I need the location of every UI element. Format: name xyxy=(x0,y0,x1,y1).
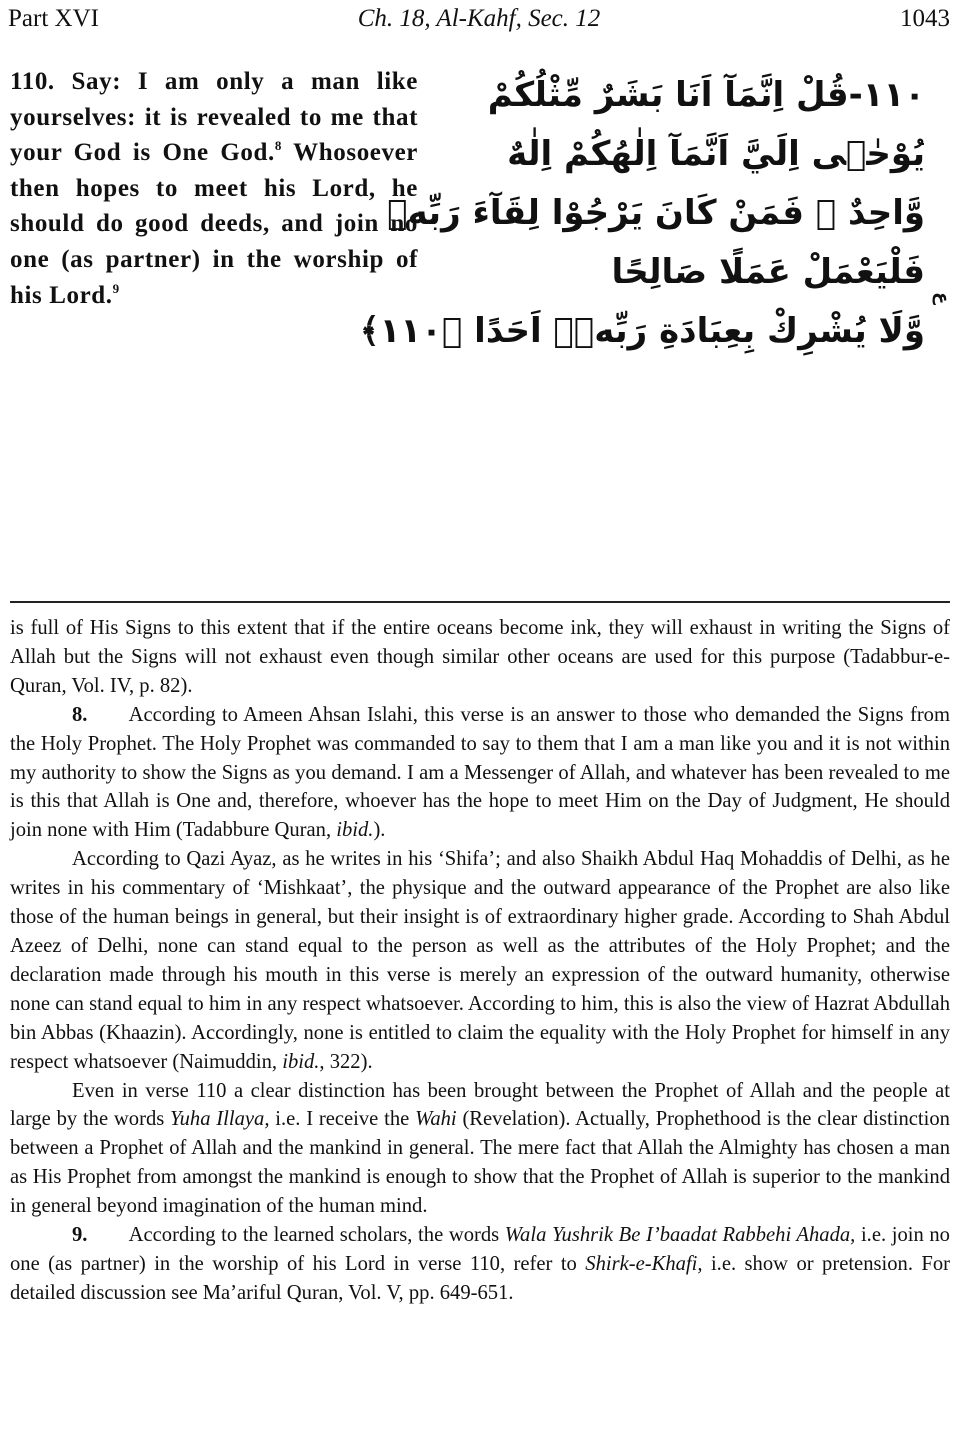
footnote-text: (Revelation). Actually, Prophethood is the clear distinction between a Prophet of Allah and the mankind in general. The mere fact that Allah the Almighty has chosen a man as His Prophet from amongst the mankind is enough to show that the Prophet of Allah is superior to the mankind in general beyond imagination of the human mind. xyxy=(10,1108,950,1218)
footnote-text: Shirk-e-Khafi, xyxy=(585,1252,703,1275)
footnote-text: i.e. I receive the xyxy=(269,1108,416,1131)
verse-text-part: 110. Say: I am only a man like yourselves: it is revealed to me that your God is One God. xyxy=(10,68,418,167)
footnote-text: According to Ameen Ahsan Islahi, this verse is an answer to those who demanded the Signs from the Holy Prophet. The Holy Prophet was commanded to say to them that I am a man like you and it is not within my authority to show the Signs as you demand. I am a Messenger of Allah, and whatever has been revealed to me is this that Allah is One and, therefore, whoever has the hope to meet Him on the Day of Judgment, He should join none with Him (Tadabbure Quran, xyxy=(10,703,950,842)
footnote-text: i.e. join no one (as partner) in the worship of his Lord in verse 110, refer to xyxy=(10,1224,950,1275)
verse-arabic xyxy=(359,66,925,361)
footnote-text: , 322). xyxy=(319,1050,373,1073)
footnote-text: Wala Yushrik Be I’baadat Rabbehi Ahada, xyxy=(504,1224,856,1247)
chapter-title: Ch. 18, Al-Kahf, Sec. 12 xyxy=(357,5,601,32)
ruku-mark: ع xyxy=(932,292,953,305)
footnote-paragraph xyxy=(10,845,950,1076)
arabic-line: وَّلَا يُشْرِكْ بِعِبَادَةِ رَبِّهٖۤ اَحَدًا ﴿١١٠﴾ xyxy=(359,311,925,351)
footnote-text: According to Qazi Ayaz, as he writes in his ‘Shifa’; and also Shaikh Abdul Haq Mohaddis of Delhi, as he writes in his commentary of ‘Mishkaat’, the physique and the outward appearance of the Prophet are also like those of the human beings in general, but their insight is of extraordinary higher grade. According to Shah Abdul Azeez of Delhi, none can stand equal to the person as well as the attributes of the Holy Prophet; and the declaration made through his mouth in this verse is merely an expression of the outward humanity, otherwise none can stand equal to him in any respect whatsoever. According to him, this is also the view of Hazrat Abdullah bin Abbas (Khaazin). Accordingly, none is entitled to claim the equality with the Holy Prophet for himself in any respect whatsoever (Naimuddin, xyxy=(10,848,950,1073)
footnote-number: 9. xyxy=(72,1224,88,1247)
page-header xyxy=(8,2,950,36)
footnote-ref: 8 xyxy=(274,138,282,154)
arabic-line: يُوْحٰۤى اِلَيَّ اَنَّمَآ اِلٰهُكُمْ اِلٰهٌ xyxy=(507,134,925,174)
footnote-paragraph xyxy=(10,1077,950,1222)
verse-english xyxy=(10,64,418,313)
footnote-text: ibid. xyxy=(336,819,374,842)
footnote-ref: 9 xyxy=(112,280,120,296)
page-number: 1043 xyxy=(900,5,950,32)
footnote-text: i.e. show or pretension. For detailed discussion see Ma’ariful Quran, Vol. V, pp. 649-651. xyxy=(10,1252,951,1304)
footnote-text: Even in verse 110 a clear distinction has been brought between the Prophet of Allah and the people at large by the words xyxy=(10,1079,950,1131)
footnote-text: Yuha Illaya, xyxy=(170,1108,270,1131)
footnote-text: According to the learned scholars, the words xyxy=(87,1224,505,1247)
arabic-line: ١١٠-قُلْ اِنَّمَآ اَنَا بَشَرٌ مِّثْلُكُمْ xyxy=(487,75,925,115)
footnote-paragraph xyxy=(10,614,950,701)
footnote-paragraph xyxy=(10,701,950,846)
arabic-line: وَّاحِدٌ ۚ فَمَنْ كَانَ يَرْجُوْا لِقَآءَ رَبِّهٖ xyxy=(387,193,925,233)
footnote-divider xyxy=(10,601,950,603)
footnote-paragraph xyxy=(10,1221,950,1308)
footnote-number: 8. xyxy=(72,703,88,726)
part-label: Part XVI xyxy=(8,5,99,32)
footnote-text: ). xyxy=(373,819,386,842)
footnote-text: Wahi xyxy=(415,1108,457,1131)
verse-text-part: Whosoever then hopes to meet his Lord, he should do good deeds, and join no one (as partner) in the worship of his Lord. xyxy=(10,139,418,309)
footnote-text: ibid. xyxy=(282,1050,320,1073)
footnote-text: is full of His Signs to this extent that if the entire oceans become ink, they will exhaust in writing the Signs of Allah but the Signs will not exhaust even though similar other oceans are used for this purpose (Tadabbur-e-Quran, Vol. IV, p. 82). xyxy=(10,617,950,697)
arabic-line: فَلْيَعْمَلْ عَمَلًا صَالِحًا xyxy=(611,252,925,292)
footnotes xyxy=(10,614,950,1308)
